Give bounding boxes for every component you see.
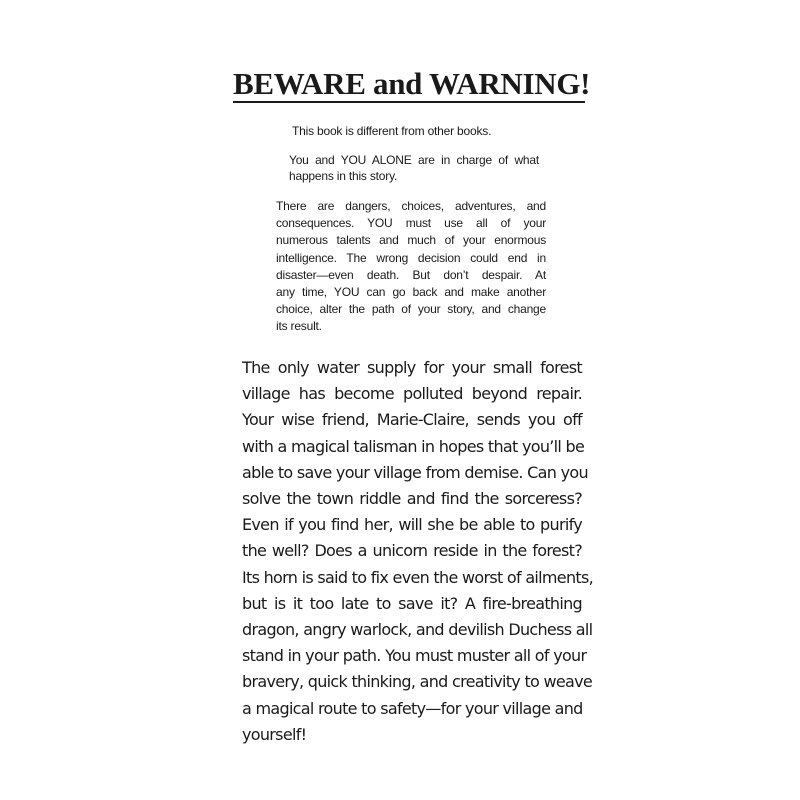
story-line: solve the town riddle and find the sorceress?: [242, 489, 582, 509]
intro-line: There are dangers, choices, adventures, and: [276, 199, 546, 213]
intro-paragraph-1: [292, 123, 491, 139]
story-line: able to save your village from demise. Can you: [242, 462, 588, 482]
story-line: dragon, angry warlock, and devilish Duchess all: [242, 620, 593, 640]
page-title: BEWARE and WARNING!: [233, 66, 591, 101]
intro-line: choice, alter the path of your story, and change: [276, 302, 546, 317]
story-line: yourself!: [242, 724, 307, 744]
story-line: The only water supply for your small forest: [242, 358, 582, 377]
intro-line: numerous talents and much of your enormous: [276, 233, 546, 248]
intro-line: disaster—even death. But don’t despair. At: [276, 267, 546, 282]
story-line: village has become polluted beyond repair.: [242, 384, 582, 404]
story-line: a magical route to safety—for your village and: [242, 698, 583, 718]
story-line: Even if you find her, will she be able to purify: [242, 515, 582, 535]
story-line: with a magical talisman in hopes that you’ll be: [242, 436, 585, 456]
story-line: the well? Does a unicorn reside in the forest?: [242, 541, 582, 561]
story-line: but is it too late to save it? A fire-breathing: [242, 593, 582, 613]
story-line: Its horn is said to fix even the worst of ailments,: [242, 567, 593, 587]
intro-paragraph-3: [276, 198, 546, 336]
intro-line: intelligence. The wrong decision could end in: [276, 250, 546, 265]
story-line: bravery, quick thinking, and creativity to weave: [242, 672, 593, 692]
intro-line: This book is different from other books.: [292, 124, 492, 138]
intro-line: its result.: [276, 319, 322, 334]
intro-line: any time, YOU can go back and make another: [276, 285, 546, 300]
intro-line: You and YOU ALONE are in charge of what: [289, 153, 539, 167]
story-blurb: [242, 355, 593, 748]
intro-paragraph-2: [289, 152, 539, 184]
story-line: Your wise friend, Marie-Claire, sends you off: [242, 410, 582, 430]
story-line: stand in your path. You must muster all of your: [242, 646, 587, 666]
intro-line: consequences. YOU must use all of your: [276, 216, 546, 231]
intro-line: happens in this story.: [289, 169, 398, 183]
title-underline: [233, 101, 585, 103]
